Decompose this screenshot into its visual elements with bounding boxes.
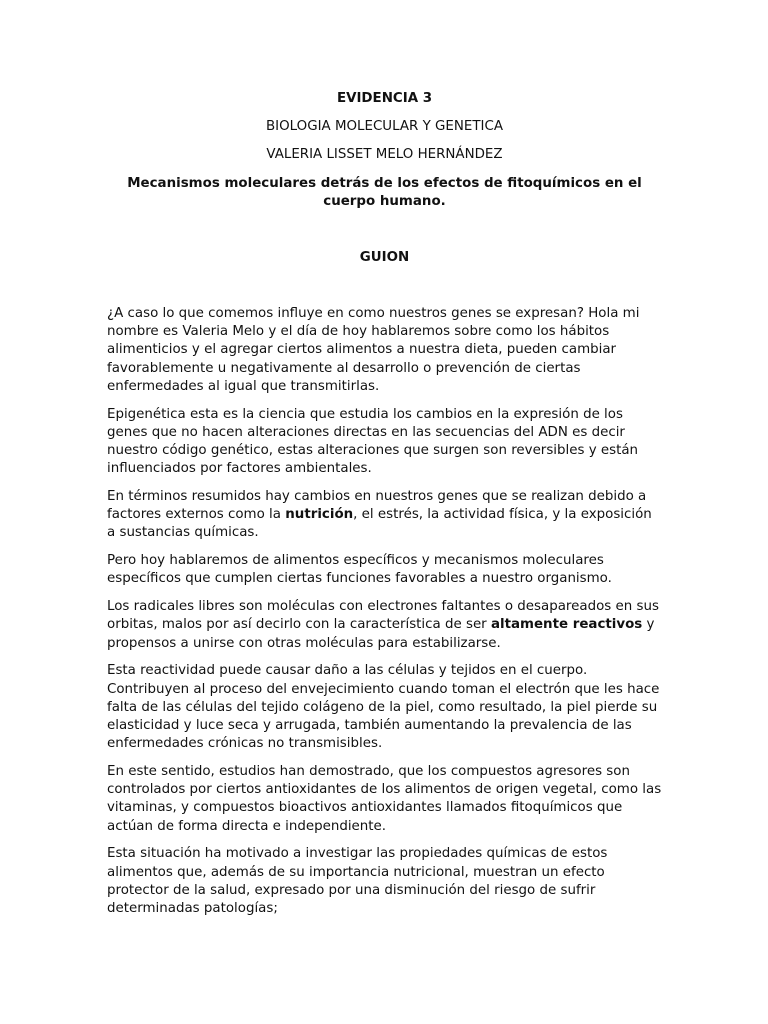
paragraph-3-bold: nutrición <box>285 507 354 523</box>
paragraph-6: Esta reactividad puede causar daño a las células y tejidos en el cuerpo. Contribuyen al proceso del envejecimiento cuando toman el electrón que les hace falta de las células del tejido colágeno de la piel, como resultado, la piel pierde su elasticidad y luce seca y arrugada, también aumentando la prevalencia de las enfermedades crónicas no transmisibles. <box>107 663 660 752</box>
paragraph-7: En este sentido, estudios han demostrado, que los compuestos agresores son controlados por ciertos antioxidantes de los alimentos de origen vegetal, como las vitaminas, y compuestos bioactivos antioxidantes llamados fitoquímicos que actúan de forma directa e independiente. <box>107 764 662 834</box>
document-body <box>107 305 662 928</box>
paragraph-5-text-b: y propensos a unirse con otras moléculas para estabilizarse. <box>107 617 655 651</box>
document-title: EVIDENCIA 3 <box>336 91 433 106</box>
paragraph-3-text-a: En términos resumidos hay cambios en nuestros genes que se realizan debido a factores externos como la <box>107 489 647 523</box>
paragraph-3-text-b: , el estrés, la actividad física, y la exposición a sustancias químicas. <box>107 507 652 541</box>
paragraph-8: Esta situación ha motivado a investigar las propiedades químicas de estos alimentos que, además de su importancia nutricional, muestran un efecto protector de la salud, expresado por una disminución del riesgo de sufrir determinadas patologías; <box>107 846 608 917</box>
paragraph-4: Pero hoy hablaremos de alimentos específicos y mecanismos moleculares específicos que cumplen ciertas funciones favorables a nuestro organismo. <box>107 553 612 587</box>
paragraph-2: Epigenética esta es la ciencia que estudia los cambios en la expresión de los genes que no hacen alteraciones directas en las secuencias del ADN es decir nuestro código genético, estas alteraciones que surgen son reversibles y están influenciados por factores ambientales. <box>107 406 639 477</box>
paragraph-5-bold: altamente reactivos <box>490 617 643 633</box>
author-name: VALERIA LISSET MELO HERNÁNDEZ <box>266 147 503 162</box>
paragraph-5 <box>107 598 662 653</box>
document-subject: Mecanismos moleculares detrás de los efectos de fitoquímicos en el cuerpo humano. <box>127 176 642 209</box>
course-name: BIOLOGIA MOLECULAR Y GENETICA <box>266 119 503 134</box>
paragraph-3 <box>107 488 662 543</box>
section-heading: GUION <box>359 250 410 265</box>
paragraph-1: ¿A caso lo que comemos influye en como nuestros genes se expresan? Hola mi nombre es Valeria Melo y el día de hoy hablaremos sobre como los hábitos alimenticios y el agregar ciertos alimentos a nuestra dieta, pueden cambiar favorablemente u negativamente al desarrollo o prevención de ciertas enfermedades al igual que transmitirlas. <box>107 306 640 394</box>
paragraph-5-text-a: Los radicales libres son moléculas con electrones faltantes o desapareados en sus orbitas, malos por así decirlo con la característica de ser <box>107 599 659 633</box>
